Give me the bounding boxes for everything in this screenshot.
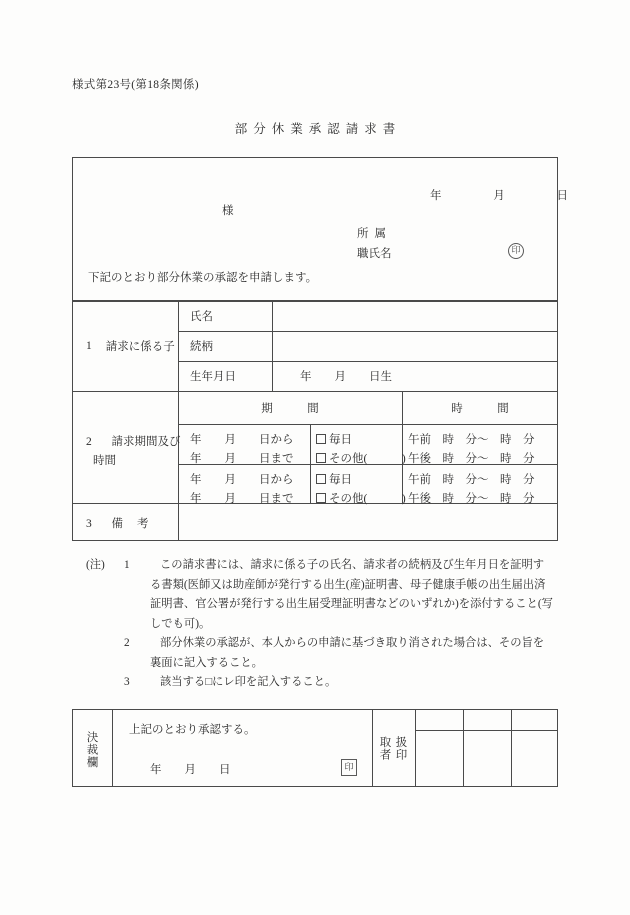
child-birthdate-value[interactable]: 年 月 日生: [300, 371, 392, 383]
period2-from[interactable]: 年 月 日から: [190, 474, 294, 486]
note-1-line-2: る書類(医師又は助産師が発行する出生(産)証明書、母子健康手帳の出生届出済: [150, 578, 546, 591]
table-hrule-4: [178, 424, 558, 425]
checkbox-other-2[interactable]: [316, 493, 326, 503]
date-month-label: 月: [493, 190, 505, 202]
section2-label: [86, 433, 181, 449]
note-3-number: 3: [124, 676, 130, 688]
table-hrule-1: [178, 331, 558, 332]
frequency2-other-option[interactable]: [316, 490, 406, 506]
period1-from[interactable]: 年 月 日から: [190, 434, 294, 446]
approval-vrule-5: [511, 709, 512, 787]
note-item-3: [86, 673, 582, 693]
frequency1-daily-option[interactable]: [316, 431, 352, 447]
period1-to[interactable]: 年 月 日まで: [190, 453, 294, 465]
approval-vrule-2: [372, 709, 373, 787]
section2-title-line1: 請求期間及び: [111, 436, 181, 448]
note-1-line-3: 証明書、官公署が発行する出生届受理証明書などのいずれか)を添付すること(写: [150, 598, 553, 610]
approval-vrule-3: [415, 709, 416, 787]
note-1-body: [150, 556, 582, 634]
table-hrule-2: [178, 361, 558, 362]
note-1-line-4: しでも可)。: [150, 617, 211, 630]
notes-marker: (注): [86, 559, 105, 571]
date-day-label: 日: [556, 190, 568, 202]
section1-number: 1: [86, 340, 92, 352]
note-1-line-1: この請求書には、請求に係る子の氏名、請求者の続柄及び生年月日を証明す: [160, 559, 545, 571]
note-item-1: [86, 556, 582, 634]
frequency2-daily-option[interactable]: [316, 471, 352, 487]
seal-stamp-icon: 印: [508, 243, 524, 259]
frequency1-other-label: その他( ): [329, 453, 406, 465]
decision-column-label: 決裁欄: [85, 731, 98, 769]
table-vrule-1: [178, 301, 179, 541]
handler-seal-label-col1: 取者: [378, 736, 391, 761]
affiliation-label: 所属: [357, 228, 392, 240]
child-relation-label: 続柄: [190, 341, 213, 353]
addressee-suffix: 様: [222, 205, 234, 217]
handler-grid-cell-bottom-3[interactable]: [515, 745, 555, 783]
handler-grid-cell-top-3[interactable]: [515, 713, 555, 727]
note-3-body: [150, 673, 582, 693]
period2-to[interactable]: 年 月 日まで: [190, 493, 294, 505]
time1-pm[interactable]: 午後 時 分〜 時 分: [408, 453, 535, 465]
section3-title: 備考: [111, 518, 163, 530]
frequency1-daily-label: 毎日: [329, 434, 352, 446]
checkbox-daily-2[interactable]: [316, 474, 326, 484]
section2-number: 2: [86, 436, 92, 448]
frequency2-daily-label: 毎日: [329, 474, 352, 486]
notes-section: [86, 556, 582, 693]
table-vrule-2: [272, 301, 273, 391]
note-2-number: 2: [124, 637, 130, 649]
section3-number: 3: [86, 518, 92, 530]
checkbox-other-1[interactable]: [316, 453, 326, 463]
frequency2-other-label: その他( ): [329, 493, 406, 505]
note-1-number: 1: [124, 559, 130, 571]
approval-vrule-4: [463, 709, 464, 787]
table-hrule-3: [72, 391, 558, 392]
note-item-2: [86, 634, 582, 673]
checkbox-daily-1[interactable]: [316, 434, 326, 444]
date-year-label: 年: [430, 190, 442, 202]
time-column-header: 時 間: [451, 403, 509, 415]
approval-seal-icon: 印: [341, 759, 357, 776]
section1-title: 請求に係る子: [105, 341, 175, 353]
handler-grid-cell-bottom-1[interactable]: [419, 745, 459, 783]
approval-vrule-1: [112, 709, 113, 787]
time2-pm[interactable]: 午後 時 分〜 時 分: [408, 493, 535, 505]
time2-am[interactable]: 午前 時 分〜 時 分: [408, 474, 535, 486]
note-2-line-2: 裏面に記入すること。: [150, 656, 263, 669]
child-name-label: 氏名: [190, 311, 213, 323]
approval-hrule-1: [415, 730, 558, 731]
section1-label: [86, 337, 178, 355]
note-2-line-1: 部分休業の承認が、本人からの申請に基づき取り消された場合は、その旨を: [160, 637, 545, 649]
note-3-line-1: 該当する□にレ印を記入すること。: [160, 676, 337, 688]
frequency1-other-option[interactable]: [316, 450, 406, 466]
child-birthdate-label: 生年月日: [190, 371, 236, 383]
note-2-body: [150, 634, 582, 673]
handler-grid-cell-top-2[interactable]: [467, 713, 507, 727]
form-number: 様式第23号(第18条関係): [72, 79, 199, 91]
period-column-header: 期 間: [261, 403, 319, 415]
section3-label: [86, 515, 163, 531]
approval-statement: 上記のとおり承認する。: [129, 724, 256, 736]
section2-title-line2: 時間: [93, 455, 116, 467]
time1-am[interactable]: 午前 時 分〜 時 分: [408, 434, 535, 446]
page-title: 部分休業承認請求書: [234, 122, 402, 136]
name-title-label: 職氏名: [357, 248, 392, 260]
approval-date-line[interactable]: 年 月 日: [150, 764, 231, 776]
submission-date-line: [430, 187, 568, 203]
handler-grid-cell-bottom-2[interactable]: [467, 745, 507, 783]
application-statement: 下記のとおり部分休業の承認を申請します。: [88, 272, 318, 284]
handler-grid-cell-top-1[interactable]: [419, 713, 459, 727]
handler-seal-label-col2: 扱印: [394, 736, 407, 761]
